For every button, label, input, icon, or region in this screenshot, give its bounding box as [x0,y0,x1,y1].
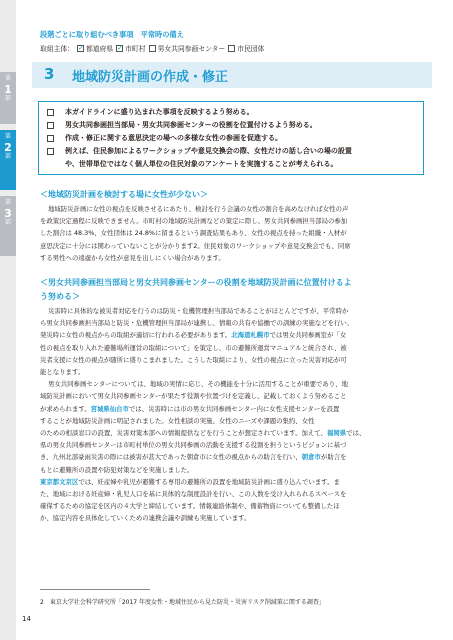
body-line: した割合は 48.3%、女性団体は 24.8%に留まるという調査結果もあり、女性の視点を持った組織・人材が [40,229,347,238]
body-line [40,488,426,500]
body-line [40,451,426,463]
body-text: た、地域における妊産婦・乳児人口を基に具体的な制度設計を行い、この人数を受け入れられるスペースを [40,490,347,499]
body-line [40,366,426,378]
part-tab-suffix: 部 [4,153,11,161]
checklist-item [47,145,415,158]
part-tab-prefix: 第 [4,75,11,82]
body-text: では、 [346,429,366,438]
highlighted-place-name: 東京都文京区 [40,477,79,486]
body-text: のための相談窓口の設置、災害対策本部への情報提供などを行うことが想定されています。加えて、 [40,429,327,438]
part-tab-number: 1 [4,82,12,96]
subject-item: 男女共同参画センター [157,45,226,53]
highlighted-place-name: 北海道札幌市 [231,331,270,340]
subject-item: 都道府県 [85,45,114,53]
body-line [40,342,426,354]
part-tab-number: 2 [4,140,12,154]
body-text: 性の視点を取り入れた避難場所運営の取組について」を策定し、市の避難所運営マニュアルと統合され、被 [40,343,347,352]
section1-heading: ＜地域防災計画を検討する場に女性が少ない＞ [40,190,208,199]
part-2-tab[interactable] [0,130,16,190]
checklist-text: 例えば、住民参加によるワークショップや意見交換会の際、女性だけの話し合いの場の設置 [65,147,352,155]
body-text: もとに避難所の設置や防犯対策などを実施しました。 [40,465,194,474]
body-text: することが地域防災計画に明記されました。女性相談の実施、女性のニーズや課題の集約、女性 [40,416,315,425]
body-line [40,427,426,439]
body-line [40,403,426,415]
body-text: では、災害時には市の男女共同参画センター内に女性支援センターを設置 [128,404,340,413]
body-line [40,476,426,488]
body-line [40,439,426,451]
checklist-item-continuation [47,158,415,171]
body-line: を政策決定過程に反映できません。市町村の地域防災計画などの策定に際し、男女共同参画担当部局の参加 [40,217,348,226]
body-text: 確保するための協定を区内の４大学と締結しています。情報連絡体制や、備蓄物資についても整備したほ [40,502,340,511]
part-1-tab[interactable] [0,72,16,124]
body-line [40,354,426,366]
part-sidebar [0,0,16,640]
checklist-text: 作成・修正に関する意思決定の場への多様な女性の参画を促進する。 [65,134,282,142]
footnote-divider [40,589,150,590]
checkbox-checked-icon: ✓ [77,43,84,52]
checklist-item [47,119,415,132]
body-line [40,512,426,524]
footnote: 2 東京大学社会科学研究所「2017 年度女性・地域住民から見た防災・災害リスク削減策に関する調査」 [40,599,325,606]
body-text: が求められます。 [40,404,91,413]
page-number: 14 [22,615,31,623]
body-text: 災者支援に女性の視点が随所に盛りこまれました。こうした取組により、女性の視点に立った災害対応が可 [40,355,347,364]
part-tab-prefix: 第 [4,199,11,206]
checklist-text: 本ガイドラインに盛り込まれた事項を反映するよう努める。 [65,108,254,116]
section-title: 地域防災計画の作成・修正 [72,70,229,85]
body-text: 域防災計画において男女共同参画センターが果たす役割や位置づけを定義し、記載しておくよう努めること [40,392,347,401]
section1-body [40,203,426,264]
part-tab-suffix: 部 [4,219,11,227]
checkbox-icon [47,148,54,155]
checkbox-icon [47,122,54,129]
highlighted-place-name: 宮城県仙台市 [90,404,129,413]
section2-heading [40,277,352,302]
body-line [40,378,426,390]
section-number: 3 [44,65,55,83]
part-tab-number: 3 [4,206,12,220]
body-line [40,415,426,427]
subject-label: 取組主体： [40,45,74,53]
body-line [40,305,426,317]
highlighted-place-name: 朝倉市 [301,453,321,462]
body-line [40,500,426,512]
heading-line: う努める＞ [40,292,80,301]
body-text: き、九州北部豪雨災害の際には被害が甚大であった朝倉市に女性の視点からの助言を行い、 [40,453,302,462]
body-line: する男性への遠慮から女性が意見を出しにくい場合があります。 [40,253,225,262]
checkbox-empty-icon [149,45,156,52]
body-text: か、協定内容を具体化していくための連携会議や訓練も実施しています。 [40,514,251,523]
section2-body [40,305,426,525]
body-line [40,317,426,329]
part-tab-prefix: 第 [4,133,11,140]
category-header: 段階ごとに取り組むべき事項 平常時の備え [40,30,184,39]
checkbox-icon [47,135,54,142]
body-text: では男女共同参画室が「女 [269,331,347,340]
body-text: 災害時に具体的な被災者対応を行うのは防災・危機管理担当部局であることがほとんどですが、平常時か [48,307,349,315]
checklist-item [47,132,415,145]
body-text: 県の男女共同参画センターは市町村単位の男女共同参画の活動を支援する役割を担うというビジョンに基づ [40,441,347,450]
checkbox-icon [47,109,54,116]
body-text: 能となります。 [40,368,85,377]
checklist-text: や、世帯単位ではなく個人単位の住民対象のアンケートを実施することが考えられる。 [65,160,338,168]
body-line [40,390,426,402]
body-line [40,329,426,341]
body-text: ら男女共同参画担当部局と防災・危機管理担当部局が連携し、情報の共有や協働での訓練の実施などを行い、 [40,319,354,328]
checkbox-checked-icon: ✓ [117,43,124,52]
checklist-item [47,106,415,119]
heading-line: ＜男女共同参画担当部局と男女共同参画センターの役割を地域防災計画に位置付けるよ [40,278,352,287]
checklist-text: 男女共同参画担当部局・男女共同参画センターの役割を位置付けるよう努める。 [65,121,317,129]
part-3-tab[interactable] [0,196,16,256]
body-text: が助言を [320,453,347,462]
section-title-bar [32,62,432,88]
highlighted-place-name: 福岡県 [326,429,347,438]
subject-row [40,43,264,53]
body-text: 男女共同参画センターについては、地域の実情に応じ、その機能を十分に活用することが重要であり、地 [48,380,348,389]
body-text: では、妊産婦や乳児が避難する専用の避難所の設置を地域防災計画に盛り込んでいます。ま [78,477,340,486]
subject-item: 市町村 [125,45,146,53]
checkbox-empty-icon [228,45,235,52]
checklist-box [38,101,424,175]
body-line [40,464,426,476]
body-line: 地域防災計画に女性の視点を反映させるにあたり、検討を行う会議の女性の割合を高めなければ女性の声 [48,205,349,213]
subject-item: 市民団体 [237,45,265,53]
body-line: 意思決定に十分には関わっていないことが分かります2。住民対象のワークショップや意見交換会でも、同席 [40,241,351,250]
body-text: 発災時に女性の視点からの取組が適切に行われる必要があります。 [40,331,232,340]
part-tab-suffix: 部 [4,95,11,103]
